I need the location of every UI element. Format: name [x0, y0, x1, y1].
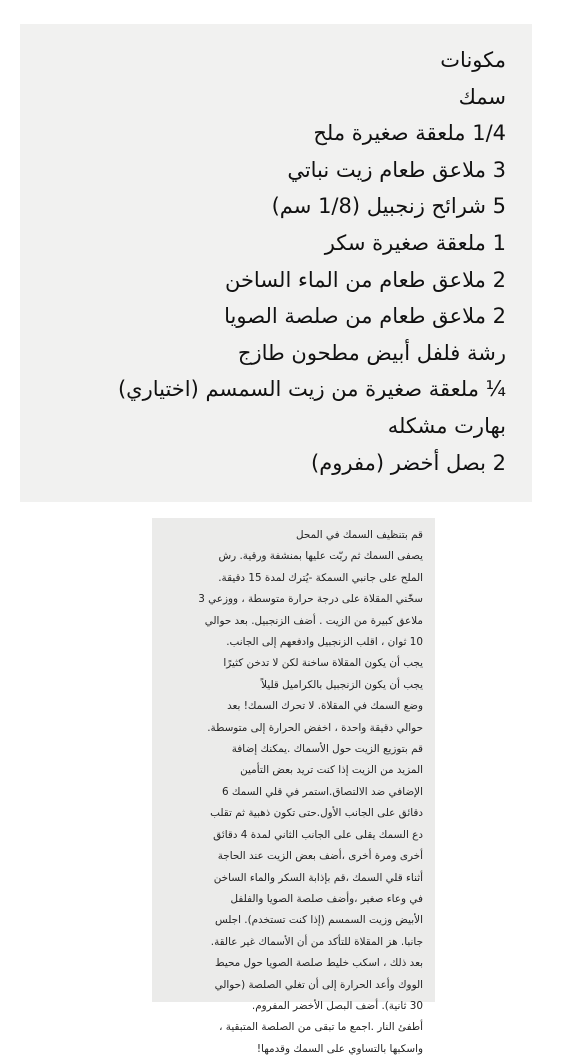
- instruction-line: 10 ثوان ، اقلب الزنجبيل وادفعهم إلى الجانب.: [226, 636, 423, 649]
- ingredient-line: بهارت مشكله: [387, 413, 506, 438]
- instruction-line: جانبا. هز المقلاة للتأكد من أن الأسماك غير عالقة.: [210, 935, 423, 948]
- instruction-line: الووك وأعد الحرارة إلى أن تغلي الصلصة (حوالي: [214, 978, 423, 991]
- instruction-line: في وعاء صغير ،وأضف صلصة الصويا والفلفل: [230, 892, 423, 905]
- instruction-line: الإضافي ضد الالتصاق.استمر في قلي السمك 6: [221, 785, 423, 798]
- instruction-line: واسكبها بالتساوي على السمك وقدمها!: [256, 1042, 423, 1055]
- instructions-card: [152, 518, 435, 1055]
- instruction-line: 30 ثانية). أضف البصل الأخضر المفروم.: [251, 999, 423, 1012]
- ingredients-heading: مكونات: [440, 48, 506, 72]
- instruction-line: قم بتوزيع الزيت حول الأسماك .يمكنك إضافة: [231, 743, 423, 756]
- instruction-line: أثناء قلي السمك ،قم بإذابة السكر والماء الساخن: [213, 871, 423, 884]
- ingredient-line: 1 ملعقة صغيرة سكر: [324, 230, 506, 255]
- ingredient-line: 5 شرائح زنجبيل (1/8 سم): [271, 194, 506, 219]
- ingredients-card: [20, 24, 532, 502]
- instruction-line: أطفئ النار .اجمع ما تبقى من الصلصة المتبقية ،: [219, 1021, 423, 1034]
- instruction-line: وضع السمك في المقلاة. لا تحرك السمك! بعد: [227, 700, 423, 713]
- instruction-line: يجب أن يكون الزنجبيل بالكراميل قليلاً: [261, 678, 423, 691]
- instruction-line: ملاعق كبيرة من الزيت . أضف الزنجبيل. بعد حوالي: [204, 614, 423, 627]
- instruction-line: حوالي دقيقة واحدة ، اخفض الحرارة إلى متوسطة.: [207, 721, 423, 734]
- ingredient-line: 1/4 ملعقة صغيرة ملح: [313, 121, 506, 146]
- ingredient-line: ¼ ملعقة صغيرة من زيت السمسم (اختياري): [117, 377, 506, 402]
- instruction-line: يجب أن يكون المقلاة ساخنة لكن لا تدخن كثيرًا: [223, 657, 423, 670]
- instruction-line: قم بتنظيف السمك في المحل: [295, 529, 423, 541]
- instruction-line: الملح على جانبي السمكة -يُترك لمدة 15 دقيقة.: [218, 571, 423, 584]
- ingredient-line: 2 ملاعق طعام من الماء الساخن: [224, 267, 506, 292]
- instruction-line: يصفى السمك ثم ربّت عليها بمنشفة ورقية. رش: [218, 550, 423, 563]
- instruction-line: سخّني المقلاة على درجة حرارة متوسطة ، ووزعي 3: [198, 593, 423, 606]
- instruction-line: بعد ذلك ، اسكب خليط صلصة الصويا حول محيط: [214, 957, 423, 970]
- instruction-line: أخرى ومرة أخرى ،أضف بعض الزيت عند الحاجة: [217, 850, 423, 863]
- ingredient-line: 2 ملاعق طعام من صلصة الصويا: [224, 304, 506, 329]
- ingredient-line: رشة فلفل أبيض مطحون طازج: [237, 340, 506, 365]
- instruction-line: دقائق على الجانب الأول.حتى تكون ذهبية ثم تقلب: [210, 807, 423, 820]
- instruction-line: الأبيض وزيت السمسم (إذا كنت تستخدم). اجلس: [214, 914, 423, 927]
- ingredient-line: 2 بصل أخضر (مفروم): [311, 450, 506, 475]
- ingredient-line: سمك: [458, 84, 506, 109]
- instruction-line: دع السمك يقلى على الجانب الثاني لمدة 4 دقائق: [213, 828, 423, 841]
- instruction-line: المزيد من الزيت إذا كنت تريد بعض التأمين: [240, 764, 423, 777]
- ingredient-line: 3 ملاعق طعام زيت نباتي: [287, 157, 506, 182]
